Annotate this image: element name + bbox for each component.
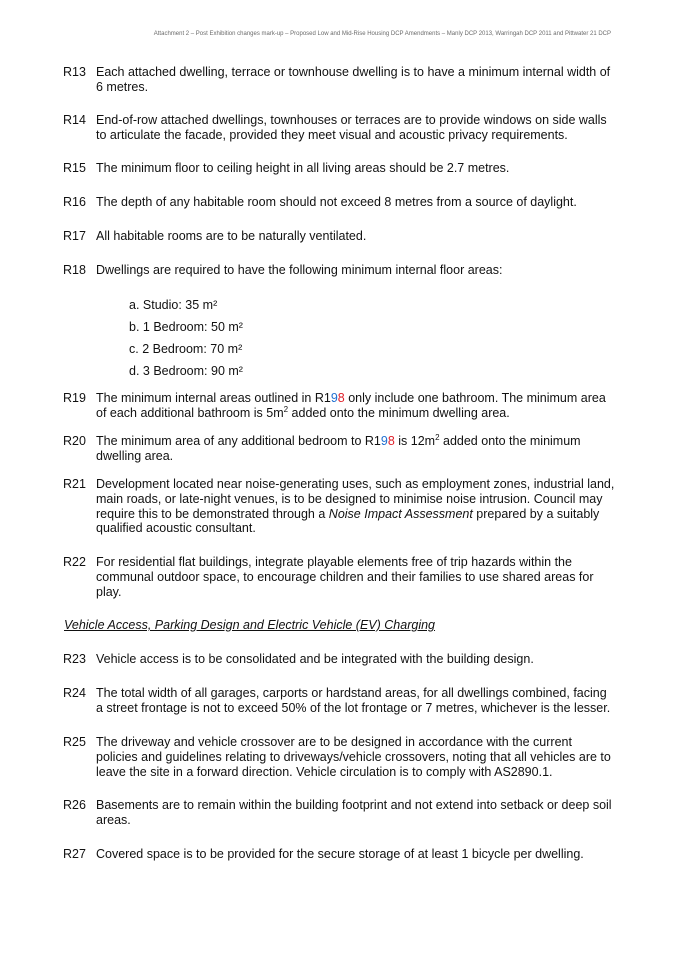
text-run: added onto the minimum dwelling area. (288, 405, 510, 420)
section-heading: Vehicle Access, Parking Design and Electric Vehicle (EV) Charging (64, 618, 436, 632)
rule-text: The total width of all garages, carports or hardstand areas, for all dwellings combined, facing a street frontage is not to exceed 50% of the lot frontage or 7 metres, whichever is the lesser. (96, 686, 611, 715)
text-run: prepared by a suitably qualified acoustic consultant. (96, 506, 600, 536)
superscript: 2 (283, 404, 289, 414)
rule-number: R25 (63, 735, 86, 749)
rule-r25 (63, 735, 616, 779)
rule-r19 (63, 391, 616, 421)
rule-r23 (63, 652, 616, 667)
deleted-text: 9 (330, 391, 338, 405)
rule-number: R27 (63, 847, 86, 861)
rule-text: Dwellings are required to have the following minimum internal floor areas: (96, 263, 503, 277)
text-run: Development located near noise-generating uses, such as employment zones, industrial land, main roads, or late-night venues, is to be designed to minimise noise intrusion. Council may require this to be demonstrated through a (96, 477, 615, 521)
text-run: is 12m (394, 434, 436, 448)
text-run: added onto the minimum dwelling area. (96, 434, 581, 463)
rule-r18 (63, 263, 616, 278)
rule-number: R14 (63, 113, 86, 127)
rule-r17 (63, 229, 616, 244)
rule-text (96, 434, 616, 464)
emphasis-text: Noise Impact Assessment (328, 506, 473, 521)
rule-r26 (63, 798, 616, 828)
superscript: 2 (435, 433, 440, 442)
rule-r13 (63, 65, 616, 95)
page-header: Attachment 2 – Post Exhibition changes mark-up – Proposed Low and Mid-Rise Housing DCP Amendments – Manly DCP 2013, Warringah DCP 2011 and Pittwater 21 DCP (153, 31, 611, 37)
rule-text: Each attached dwelling, terrace or townhouse dwelling is to have a minimum internal width of 6 metres. (96, 65, 611, 94)
rule-text: End-of-row attached dwellings, townhouses or terraces are to provide windows on side walls to articulate the facade, provided they meet visual and acoustic privacy requirements. (96, 113, 607, 142)
list-item: a. Studio: 35 m² (129, 298, 218, 312)
deleted-text: 9 (380, 434, 388, 448)
text-run: The minimum area of any additional bedroom to R1 (96, 434, 381, 448)
rule-text (96, 391, 616, 421)
rule-text: For residential flat buildings, integrate playable elements free of trip hazards within the communal outdoor space, to encourage children and their families to use shared areas for play. (96, 555, 594, 599)
rule-r16 (63, 195, 616, 210)
list-item: c. 2 Bedroom: 70 m² (129, 342, 243, 356)
inserted-text: 8 (337, 391, 345, 405)
rule-r14 (63, 113, 616, 143)
rule-number: R23 (63, 652, 86, 666)
rule-text: The depth of any habitable room should not exceed 8 metres from a source of daylight. (96, 195, 577, 209)
rule-text: Basements are to remain within the building footprint and not extend into setback or deep soil areas. (96, 798, 612, 827)
inserted-text: 8 (387, 434, 395, 448)
rule-r20 (63, 434, 616, 464)
list-item: d. 3 Bedroom: 90 m² (129, 364, 243, 378)
rule-text: The driveway and vehicle crossover are to be designed in accordance with the current policies and guidelines relating to driveways/vehicle crossovers, noting that all vehicles are to leave the site in a forward direction. Vehicle circulation is to comply with AS2890.1. (96, 735, 611, 779)
rule-text: All habitable rooms are to be naturally ventilated. (96, 229, 367, 243)
rule-number: R16 (63, 195, 86, 209)
rule-r22 (63, 555, 616, 599)
rule-r24 (63, 686, 616, 716)
rule-text: Vehicle access is to be consolidated and be integrated with the building design. (96, 652, 534, 666)
rule-r21 (63, 477, 616, 536)
rule-number: R22 (63, 555, 86, 569)
rule-text: Covered space is to be provided for the secure storage of at least 1 bicycle per dwelling. (96, 847, 584, 861)
rule-number: R13 (63, 65, 86, 79)
rule-number: R24 (63, 686, 86, 700)
rule-number: R19 (63, 391, 86, 405)
rule-text: The minimum floor to ceiling height in all living areas should be 2.7 metres. (96, 161, 510, 175)
text-run: only include one bathroom. The minimum area of each additional bathroom is 5m (96, 391, 606, 420)
rule-r15 (63, 161, 616, 176)
rule-number: R15 (63, 161, 86, 175)
rule-text (96, 477, 616, 536)
rule-number: R26 (63, 798, 86, 812)
rule-number: R21 (63, 477, 86, 491)
text-run: The minimum internal areas outlined in R1 (96, 391, 331, 405)
rule-number: R18 (63, 263, 86, 277)
rule-r27 (63, 847, 616, 862)
rule-number: R20 (63, 434, 86, 448)
list-item: b. 1 Bedroom: 50 m² (129, 320, 243, 334)
rule-number: R17 (63, 229, 86, 243)
